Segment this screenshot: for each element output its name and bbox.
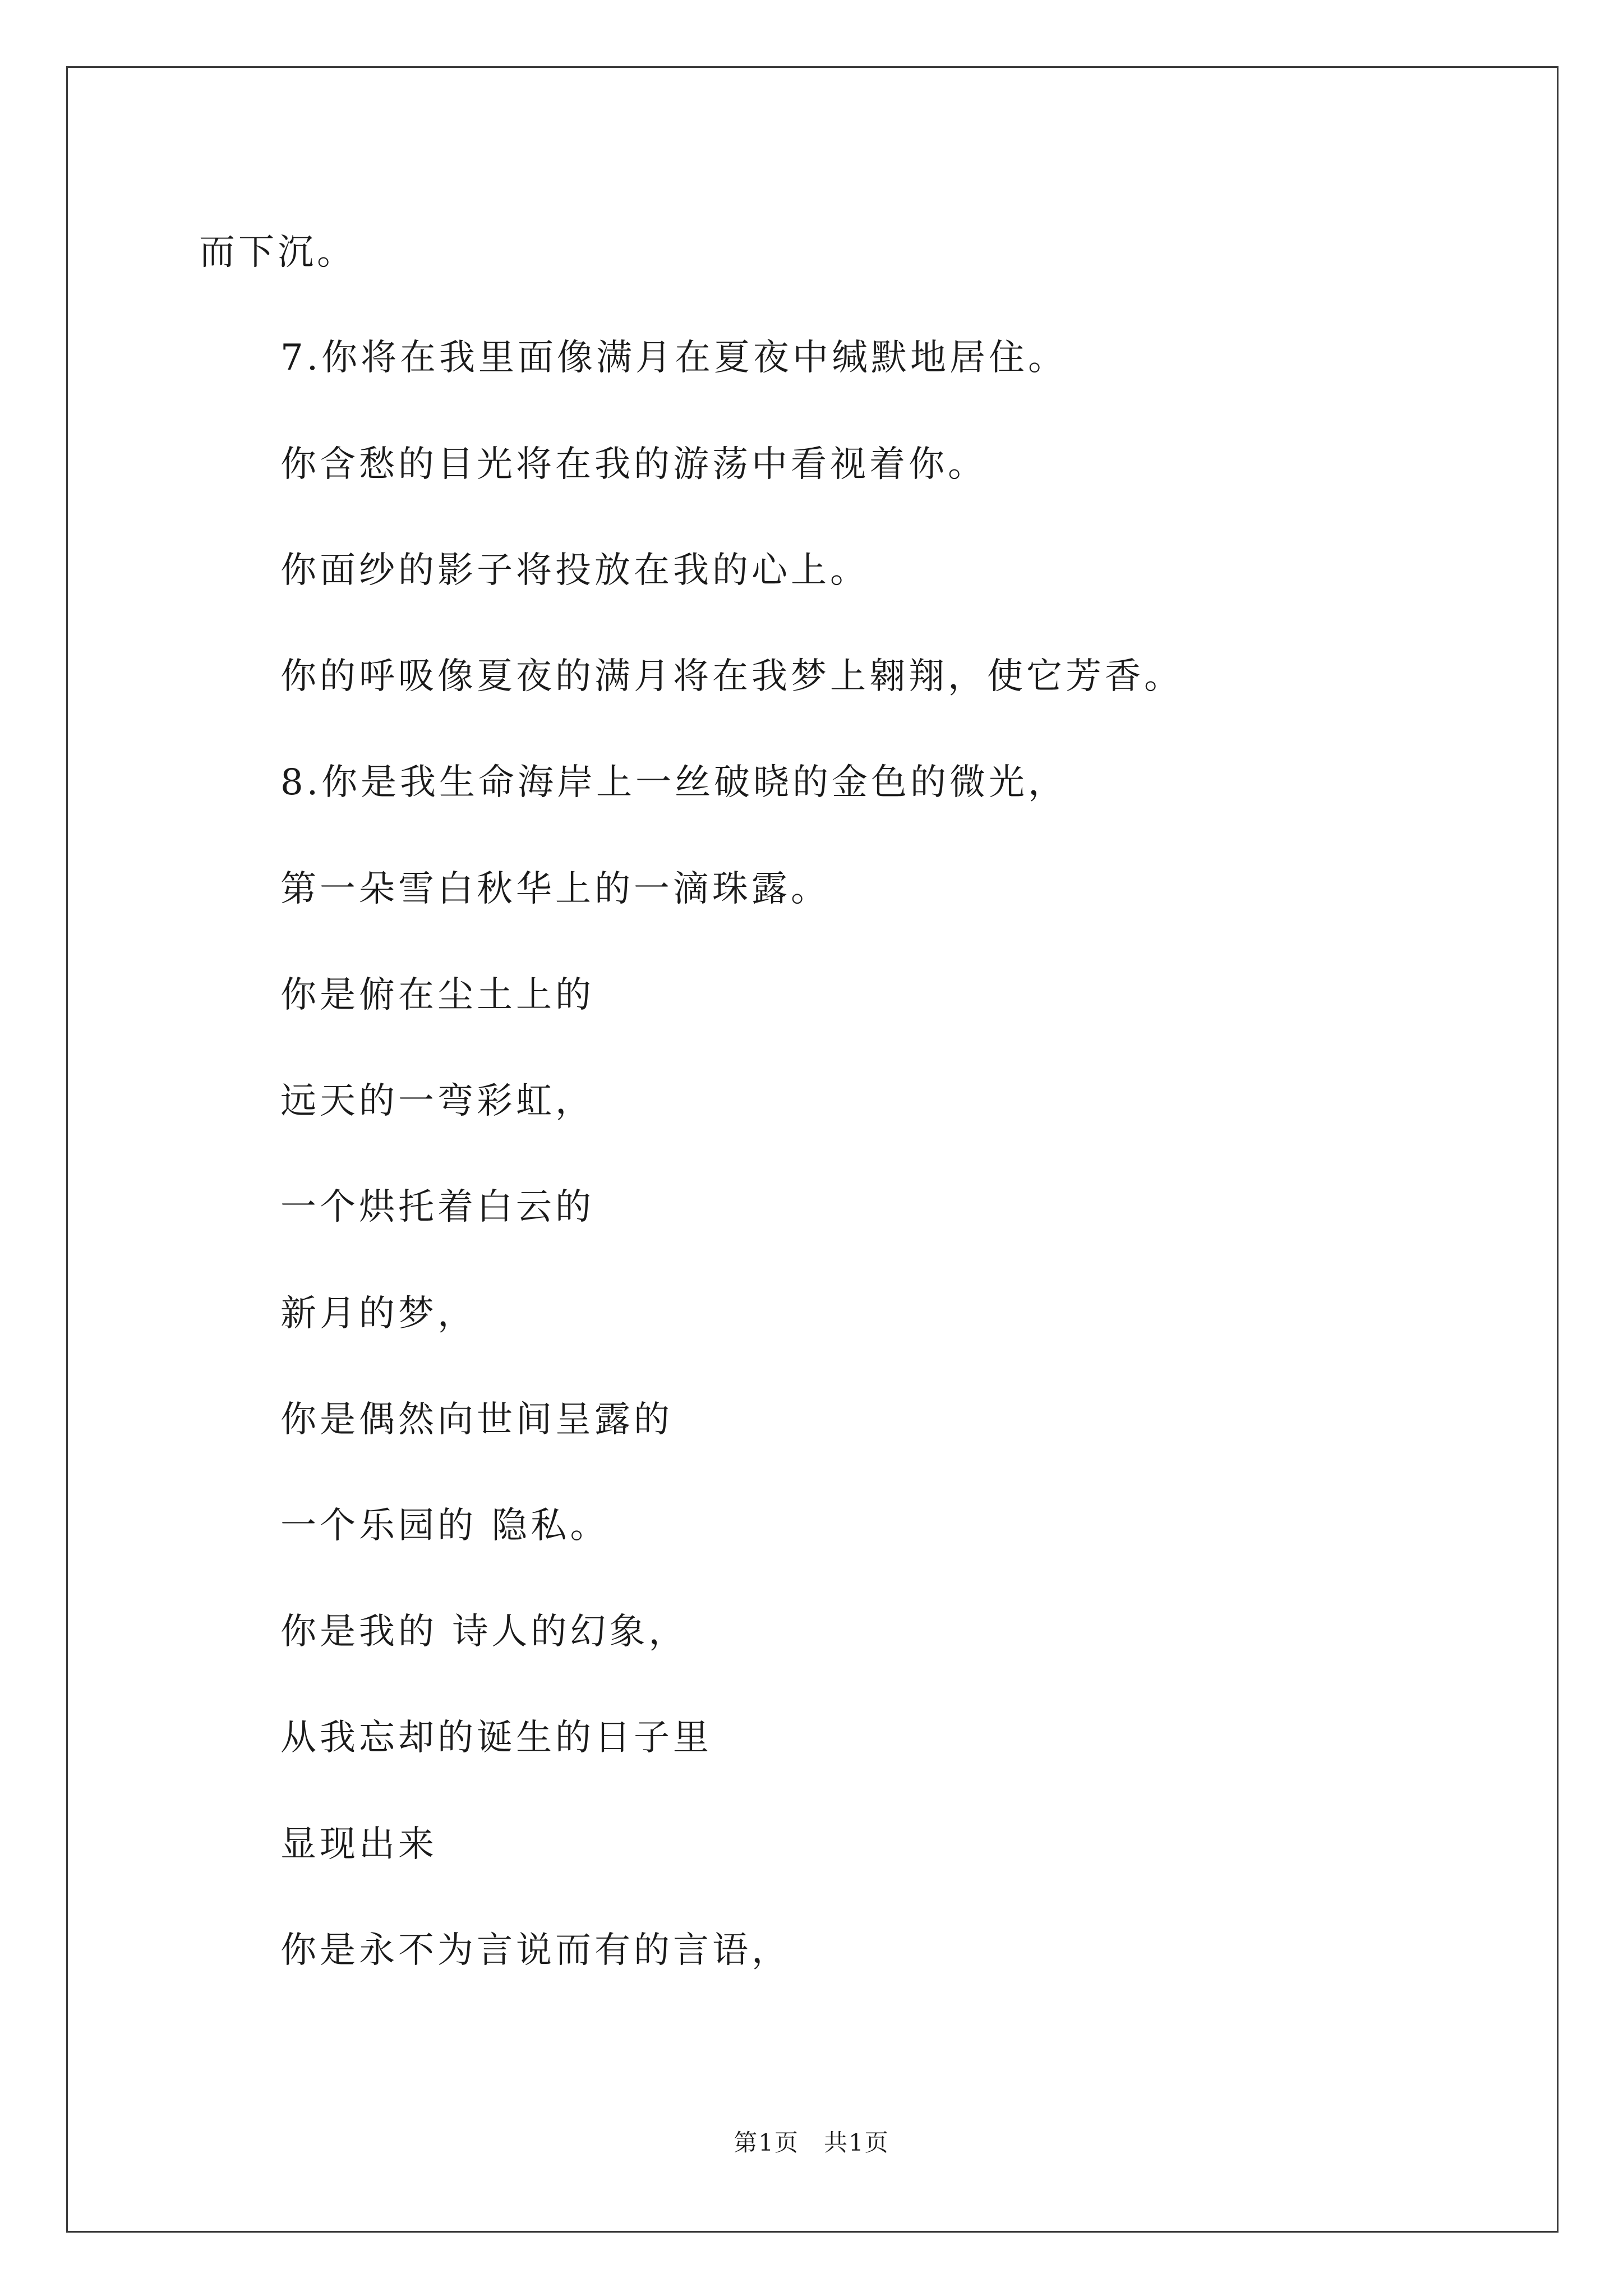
text-line: 你的呼吸像夏夜的满月将在我梦上翱翔，使它芳香。 xyxy=(280,656,1183,697)
text-line: 第一朵雪白秋华上的一滴珠露。 xyxy=(280,868,830,910)
text-line: 你面纱的影子将投放在我的心上。 xyxy=(280,550,869,591)
text-line: 8.你是我生命海岸上一丝破晓的金色的微光， xyxy=(280,762,1068,803)
text-line: 你是俯在尘土上的 xyxy=(280,974,594,1016)
text-line: 从我忘却的诞生的日子里 xyxy=(280,1717,712,1759)
text-line: 远天的一弯彩虹， xyxy=(280,1080,594,1122)
text-line: 7.你将在我里面像满月在夏夜中缄默地居住。 xyxy=(280,337,1068,379)
text-line: 你含愁的目光将在我的游荡中看视着你。 xyxy=(280,444,987,485)
text-line: 新月的梦， xyxy=(280,1293,477,1335)
text-line: 你是永不为言说而有的言语， xyxy=(280,1930,791,1971)
text-line: 你是我的 诗人的幻象， xyxy=(280,1611,688,1653)
text-line: 一个乐园的 隐私。 xyxy=(280,1505,610,1547)
text-line: 一个烘托着白云的 xyxy=(280,1186,594,1228)
text-line: 显现出来 xyxy=(280,1824,437,1865)
page-footer: 第1页 共1页 xyxy=(734,2129,889,2156)
page-border xyxy=(66,66,1559,2233)
text-line: 你是偶然向世间呈露的 xyxy=(280,1399,673,1441)
text-line: 而下沉。 xyxy=(199,232,356,273)
